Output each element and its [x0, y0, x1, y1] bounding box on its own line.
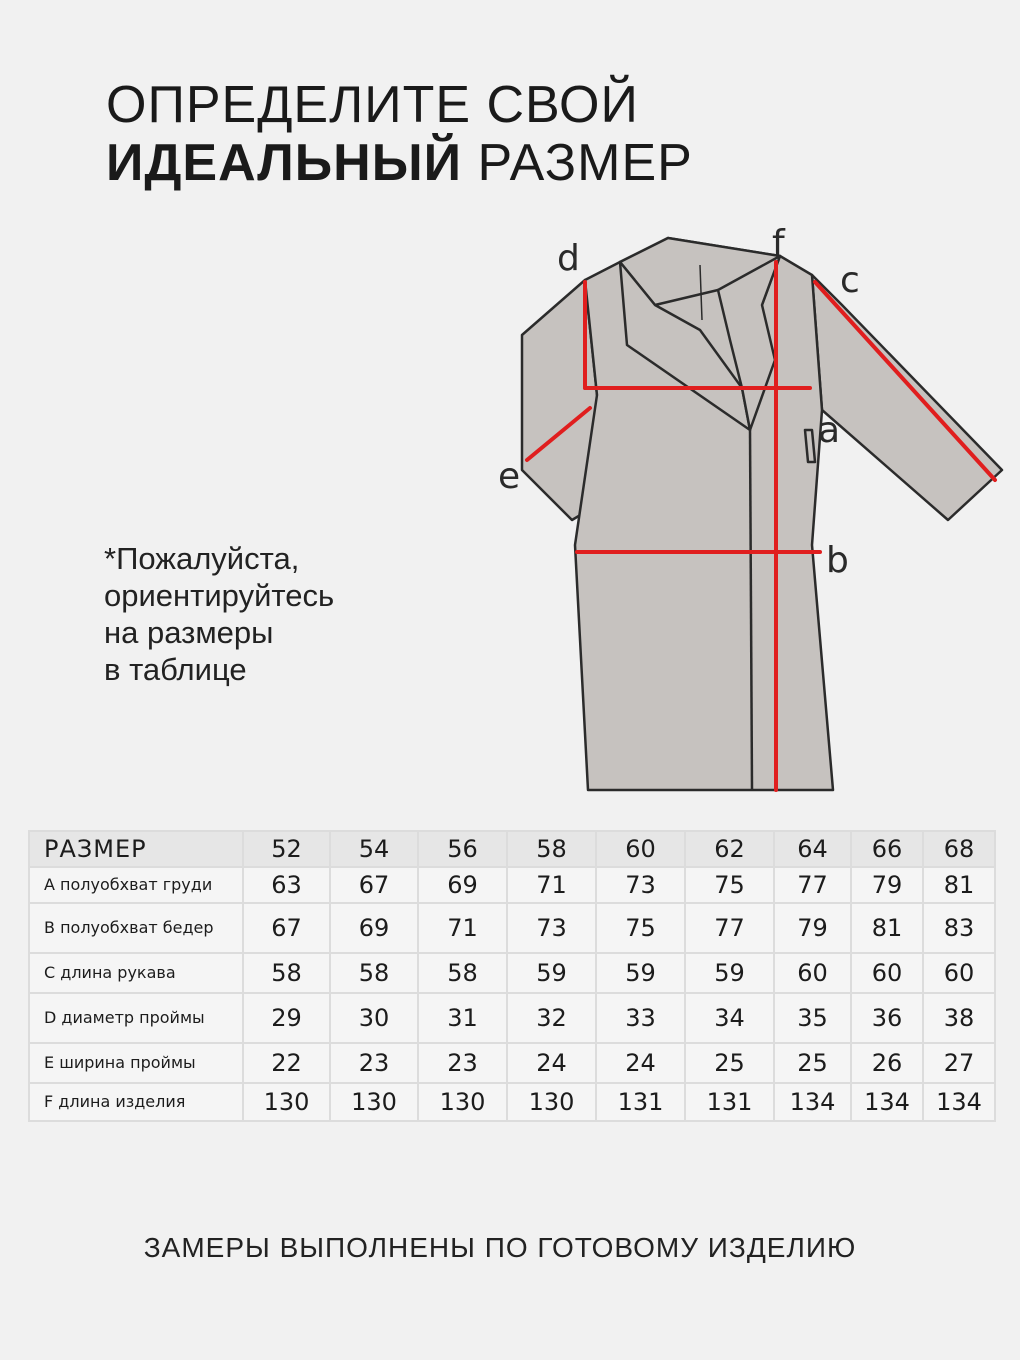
- table-row: [29, 1083, 995, 1121]
- table-cell: 79: [851, 867, 923, 903]
- row-label: В полуобхват бедер: [29, 903, 243, 953]
- table-cell: 60: [923, 953, 995, 993]
- table-cell: 59: [507, 953, 596, 993]
- table-cell: 67: [243, 903, 330, 953]
- table-cell: 67: [330, 867, 418, 903]
- table-cell: 24: [596, 1043, 685, 1083]
- table-cell: 69: [418, 867, 507, 903]
- table-cell: 69: [330, 903, 418, 953]
- table-cell: 31: [418, 993, 507, 1043]
- coat-measurement-diagram: [480, 210, 1020, 810]
- table-row: [29, 953, 995, 993]
- table-cell: 130: [418, 1083, 507, 1121]
- table-cell: 79: [774, 903, 851, 953]
- size-table: [28, 830, 996, 1122]
- table-row: [29, 993, 995, 1043]
- label-a: a: [818, 410, 841, 451]
- table-cell: 131: [596, 1083, 685, 1121]
- table-cell: 22: [243, 1043, 330, 1083]
- table-cell: 38: [923, 993, 995, 1043]
- table-cell: 134: [851, 1083, 923, 1121]
- heading-bold-word: ИДЕАЛЬНЫЙ: [106, 134, 462, 192]
- table-cell: 130: [507, 1083, 596, 1121]
- table-cell: 25: [774, 1043, 851, 1083]
- label-b: b: [826, 540, 849, 581]
- table-cell: 32: [507, 993, 596, 1043]
- heading-line-2: [106, 134, 693, 192]
- table-cell: 131: [685, 1083, 774, 1121]
- table-cell: 35: [774, 993, 851, 1043]
- table-cell: 58: [330, 953, 418, 993]
- table-cell: 130: [243, 1083, 330, 1121]
- size-note: [104, 540, 334, 688]
- table-header-label: РАЗМЕР: [29, 831, 243, 867]
- size-cell: 54: [330, 831, 418, 867]
- row-label: С длина рукава: [29, 953, 243, 993]
- table-row: [29, 1043, 995, 1083]
- table-cell: 25: [685, 1043, 774, 1083]
- table-cell: 59: [685, 953, 774, 993]
- table-cell: 134: [923, 1083, 995, 1121]
- table-cell: 60: [774, 953, 851, 993]
- row-label: А полуобхват груди: [29, 867, 243, 903]
- row-label: F длина изделия: [29, 1083, 243, 1121]
- table-cell: 23: [418, 1043, 507, 1083]
- table-row: [29, 867, 995, 903]
- table-cell: 77: [774, 867, 851, 903]
- table-row: [29, 903, 995, 953]
- size-cell: 62: [685, 831, 774, 867]
- row-label: Е ширина проймы: [29, 1043, 243, 1083]
- table-cell: 63: [243, 867, 330, 903]
- table-cell: 33: [596, 993, 685, 1043]
- size-cell: 66: [851, 831, 923, 867]
- note-line-4: в таблице: [104, 652, 247, 687]
- size-cell: 60: [596, 831, 685, 867]
- table-cell: 77: [685, 903, 774, 953]
- footer-note: ЗАМЕРЫ ВЫПОЛНЕНЫ ПО ГОТОВОМУ ИЗДЕЛИЮ: [143, 1232, 857, 1263]
- coat-body: [575, 238, 833, 790]
- table-cell: 29: [243, 993, 330, 1043]
- table-cell: 81: [851, 903, 923, 953]
- coat-pocket: [805, 430, 815, 462]
- table-cell: 73: [507, 903, 596, 953]
- table-cell: 73: [596, 867, 685, 903]
- label-e: e: [498, 456, 521, 497]
- table-cell: 71: [507, 867, 596, 903]
- heading-rest: РАЗМЕР: [462, 134, 693, 192]
- table-cell: 26: [851, 1043, 923, 1083]
- size-cell: 68: [923, 831, 995, 867]
- label-f: f: [772, 223, 785, 264]
- page-heading: [106, 76, 693, 192]
- size-cell: 56: [418, 831, 507, 867]
- table-cell: 81: [923, 867, 995, 903]
- table-cell: 27: [923, 1043, 995, 1083]
- table-cell: 34: [685, 993, 774, 1043]
- table-cell: 58: [418, 953, 507, 993]
- size-cell: 58: [507, 831, 596, 867]
- table-cell: 75: [596, 903, 685, 953]
- table-cell: 134: [774, 1083, 851, 1121]
- label-d: d: [557, 238, 580, 279]
- row-label: D диаметр проймы: [29, 993, 243, 1043]
- table-cell: 130: [330, 1083, 418, 1121]
- note-line-3: на размеры: [104, 615, 274, 650]
- table-cell: 36: [851, 993, 923, 1043]
- table-cell: 83: [923, 903, 995, 953]
- table-cell: 24: [507, 1043, 596, 1083]
- coat-illustration: [522, 238, 1002, 790]
- table-cell: 30: [330, 993, 418, 1043]
- table-cell: 59: [596, 953, 685, 993]
- table-cell: 75: [685, 867, 774, 903]
- table-header-row: [29, 831, 995, 867]
- size-cell: 52: [243, 831, 330, 867]
- table-cell: 58: [243, 953, 330, 993]
- table-cell: 23: [330, 1043, 418, 1083]
- size-cell: 64: [774, 831, 851, 867]
- table-cell: 71: [418, 903, 507, 953]
- table-cell: 60: [851, 953, 923, 993]
- note-line-1: *Пожалуйста,: [104, 541, 300, 576]
- note-line-2: ориентируйтесь: [104, 578, 335, 613]
- heading-line-1: ОПРЕДЕЛИТЕ СВОЙ: [106, 76, 639, 134]
- label-c: c: [840, 260, 860, 301]
